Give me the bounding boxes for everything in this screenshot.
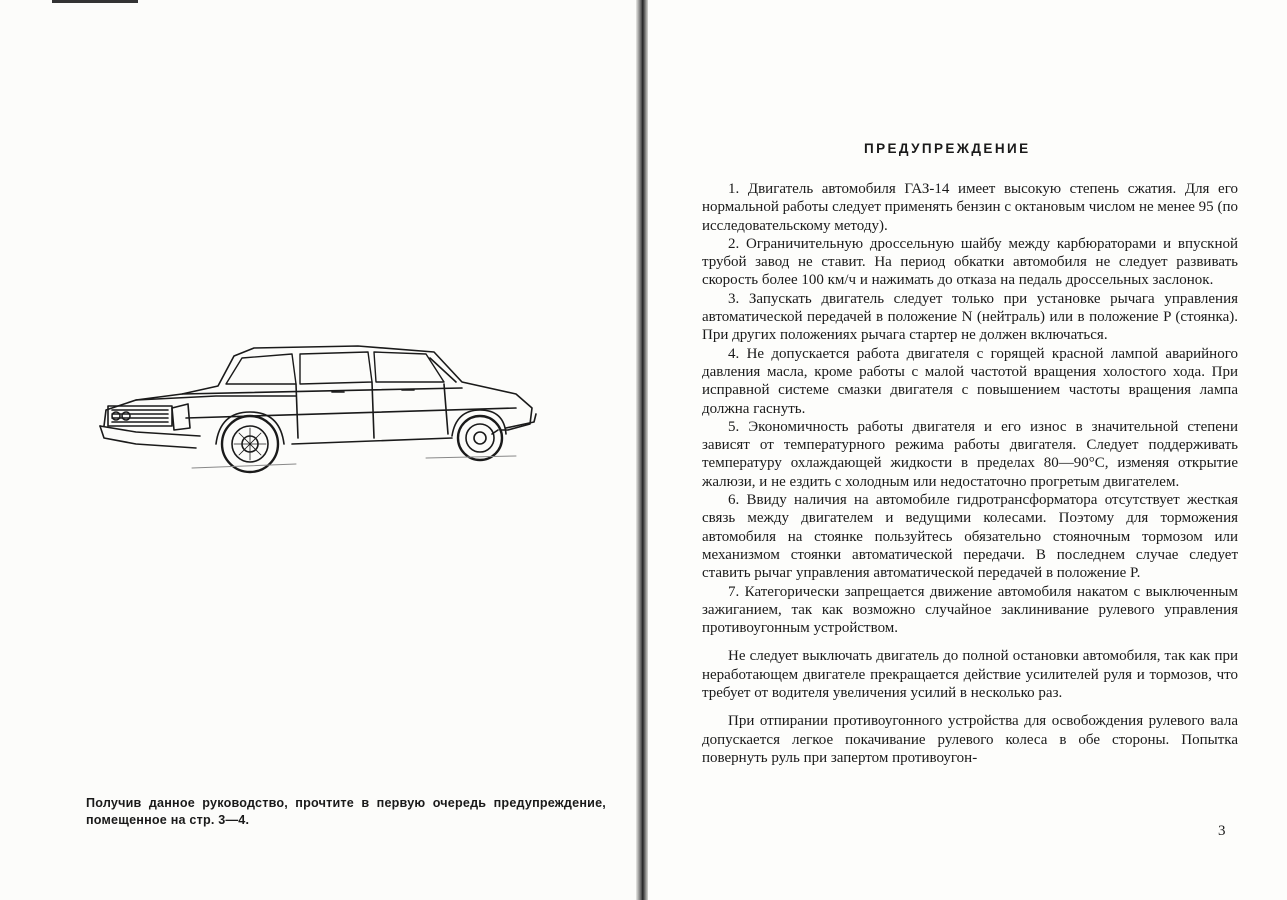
book-gutter (636, 0, 648, 900)
page-number: 3 (1218, 823, 1226, 839)
right-page (648, 0, 1287, 900)
paragraph-1: 1. Двигатель автомобиля ГАЗ-14 имеет высокую степень сжатия. Для его нормальной работы следует применять бензин с октановым числом не менее 95 (по исследовательскому методу). (702, 181, 1238, 234)
paragraph-5: 5. Экономичность работы двигателя и его износ в значительной степени зависят от температурного режима работы двигателя. Следует поддерживать температуру охлаждающей жидкости в пределах 80—90°С, изменяя открытие жалюзи, и не ездить с холодным или недостаточно прогретым двигателем. (702, 418, 1238, 490)
paragraph-3: 3. Запускать двигатель следует только при установке рычага управления автоматической передачей в положение N (нейтраль) или в положение P (стоянка). При других положениях рычага стартер не должен включаться. (702, 290, 1238, 344)
car-illustration (96, 338, 538, 478)
page-title: ПРЕДУПРЕЖДЕНИЕ (864, 141, 1031, 156)
paragraph-9: При отпирании противоугонного устройства для освобождения рулевого вала допускается легкое покачивание рулевого колеса в обе стороны. Попытка повернуть руль при запертом противоугон- (702, 713, 1238, 766)
caption-text: Получив данное руководство, прочтите в первую очередь предупреждение, помещенное на стр. 3—4. (86, 796, 606, 827)
paragraph-2: 2. Ограничительную дроссельную шайбу между карбюраторами и впускной трубой завод не ставит. На период обкатки автомобиля не следует развивать скорость более 100 км/ч и нажимать до отказа на педаль дроссельных заслонок. (702, 235, 1238, 289)
warning-body (702, 180, 1238, 767)
paragraph-4: 4. Не допускается работа двигателя с горящей красной лампой аварийного давления масла, кроме работы с малой частотой вращения холостого хода. При исправной системе смазки двигателя с повышением частоты вращения лампа должна гаснуть. (702, 345, 1238, 417)
top-edge-mark (52, 0, 138, 3)
paragraph-6: 6. Ввиду наличия на автомобиле гидротрансформатора отсутствует жесткая связь между двигателем и ведущими колесами. Поэтому для торможения автомобиля на стоянке пользуйтесь обязательно стояночным тормозом или механизмом стоянки автоматической передачи. В последнем случае следует ставить рычаг управления автоматической передачей в положение P. (702, 492, 1238, 582)
paragraph-7: 7. Категорически запрещается движение автомобиля накатом с выключенным зажиганием, так как возможно случайное заклинивание рулевого управления противоугонным устройством. (702, 583, 1238, 637)
paragraph-8: Не следует выключать двигатель до полной остановки автомобиля, так как при неработающем двигателе прекращается действие усилителей руля и тормозов, что требует от водителя увеличения усилий в несколько раз. (702, 648, 1238, 702)
left-page (0, 0, 640, 900)
